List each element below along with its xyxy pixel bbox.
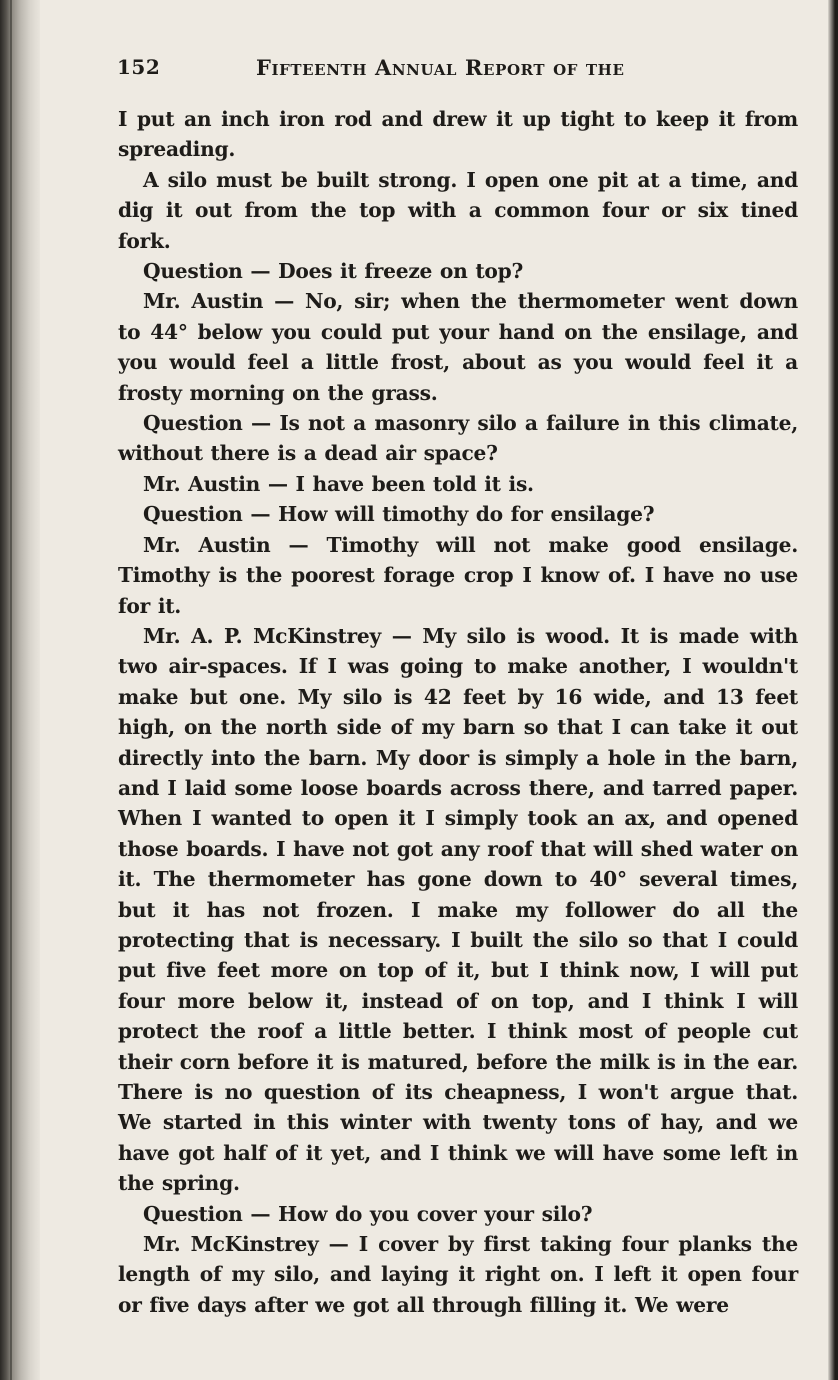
book-binding-shadow <box>0 0 40 1380</box>
paragraph: Mr. Austin — No, sir; when the thermometer went down to 44° below you could put your hand on the ensilage, and you would feel a little frost, about as you would feel it a frosty morning on the grass. <box>118 289 798 405</box>
paragraph: Question — Is not a masonry silo a failure in this climate, without there is a dead air space? <box>118 411 798 466</box>
paragraph: Question — Does it freeze on top? <box>143 259 524 284</box>
page-number: 152 <box>117 55 161 79</box>
paragraph: Question — How do you cover your silo? <box>143 1201 593 1226</box>
paragraph: Question — How will timothy do for ensilage? <box>143 502 655 527</box>
running-title: Fifteenth Annual Report of the <box>256 55 625 80</box>
paragraph: Mr. Austin — Timothy will not make good ensilage. Timothy is the poorest forage crop I know of. I have no use for it. <box>118 532 798 618</box>
paragraph: Mr. McKinstrey — I cover by first taking four planks the length of my silo, and laying it right on. I left it open four or five days after we got all through filling it. We were <box>118 1232 798 1317</box>
body-text <box>118 104 798 1320</box>
running-header <box>118 52 798 84</box>
document-page <box>118 52 798 1320</box>
paragraph: Mr. Austin — I have been told it is. <box>143 471 534 496</box>
page-edge-shadow <box>828 0 838 1380</box>
paragraph: Mr. A. P. McKinstrey — My silo is wood. It is made with two air-spaces. If I was going to make another, I wouldn't make but one. My silo is 42 feet by 16 wide, and 13 feet high, on the north side of my barn so that I can take it out directly into the barn. My door is simply a hole in the barn, and I laid some loose boards across there, and tarred paper. When I wanted to open it I simply took an ax, and opened those boards. I have not got any roof that will shed water on it. The thermometer has gone down to 40° several times, but it has not frozen. I make my follower do all the protecting that is necessary. I built the silo so that I could put five feet more on top of it, but I think now, I will put four more below it, instead of on top, and I think I will protect the roof a little better. I think most of people cut their corn before it is matured, before the milk is in the ear. There is no question of its cheapness, I won't argue that. We started in this winter with twenty tons of hay, and we have got half of it yet, and I think we will have some left in the spring. <box>118 623 798 1196</box>
paragraph: I put an inch iron rod and drew it up tight to keep it from spreading. <box>118 107 798 162</box>
paragraph: A silo must be built strong. I open one pit at a time, and dig it out from the top with a common four or six tined fork. <box>118 167 798 253</box>
